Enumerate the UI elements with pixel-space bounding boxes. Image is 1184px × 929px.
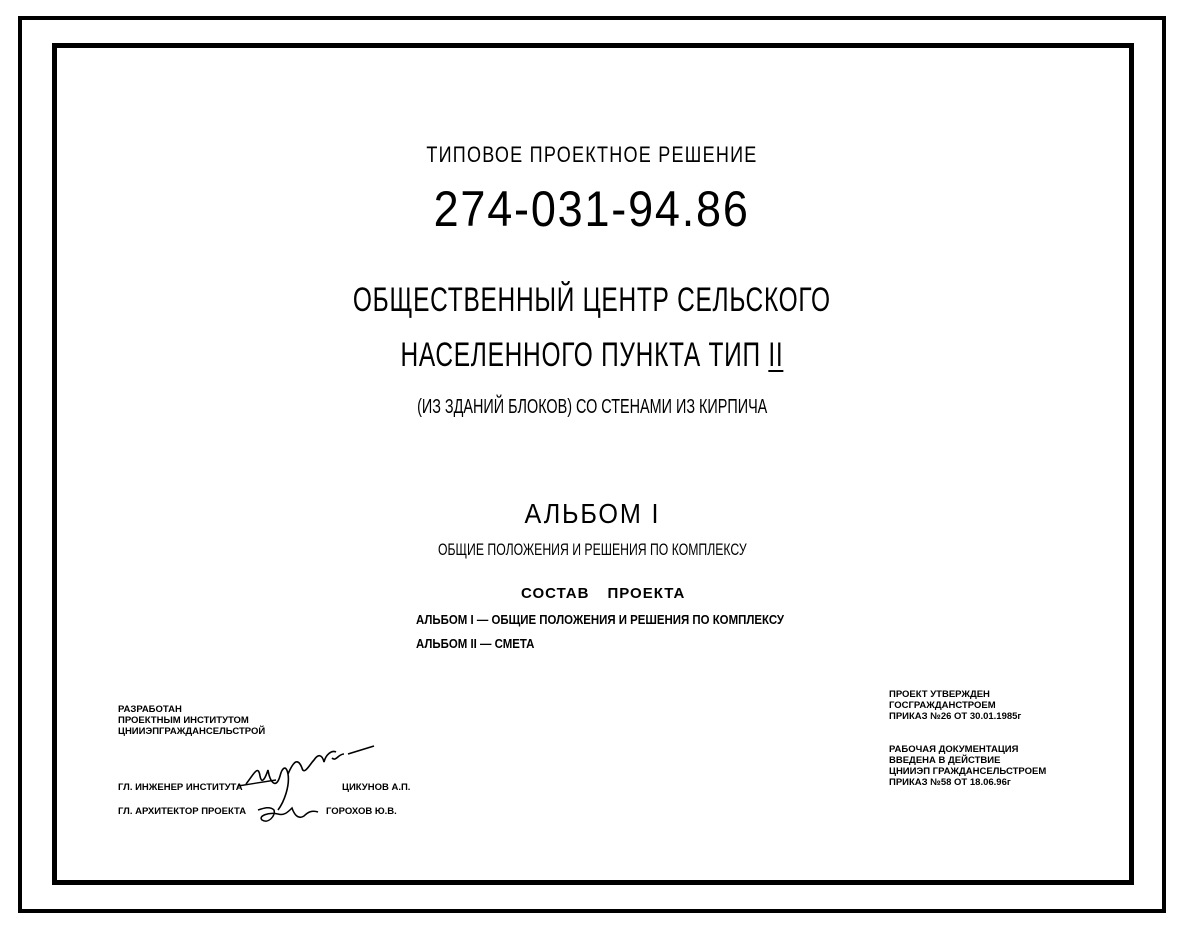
chief-architect-name: ГОРОХОВ Ю.В. (326, 806, 397, 817)
approval-line: ПРОЕКТ УТВЕРЖДЕН (889, 689, 990, 700)
approval-line: ГОСГРАЖДАНСТРОЕМ (889, 700, 996, 711)
chief-architect-signature (254, 800, 324, 830)
working-docs-line: РАБОЧАЯ ДОКУМЕНТАЦИЯ (889, 744, 1019, 755)
working-docs-line: ЦНИИЭП ГРАЖДАНСЕЛЬСТРОЕМ (889, 766, 1047, 777)
album-heading (0, 498, 1184, 530)
album-numeral: I (651, 498, 660, 529)
title-line-1: ОБЩЕСТВЕННЫЙ ЦЕНТР СЕЛЬСКОГО (353, 281, 831, 319)
project-number: 274-031-94.86 (433, 181, 751, 237)
composition-item-album-1: АЛЬБОМ I — ОБЩИЕ ПОЛОЖЕНИЯ И РЕШЕНИЯ ПО КОМПЛЕКСУ (416, 612, 785, 627)
developer-line: ПРОЕКТНЫМ ИНСТИТУТОМ (118, 715, 249, 726)
working-docs-block (889, 744, 1046, 788)
type-numeral: II (768, 336, 784, 374)
chief-architect-role: ГЛ. АРХИТЕКТОР ПРОЕКТА (118, 806, 247, 817)
working-docs-line: ВВЕДЕНА В ДЕЙСТВИЕ (889, 755, 1001, 766)
document-type-label: ТИПОВОЕ ПРОЕКТНОЕ РЕШЕНИЕ (426, 142, 758, 167)
chief-engineer-name: ЦИКУНОВ А.П. (342, 782, 411, 793)
developer-line: ЦНИИЭПГРАЖДАНСЕЛЬСТРОЙ (118, 726, 266, 737)
title-line-2-text: НАСЕЛЕННОГО ПУНКТА ТИП (400, 336, 761, 374)
composition-title (521, 585, 685, 602)
approval-block (889, 689, 1021, 722)
title-subtitle: (ИЗ ЗДАНИЙ БЛОКОВ) СО СТЕНАМИ ИЗ КИРПИЧА (416, 396, 768, 418)
album-label: АЛЬБОМ (524, 498, 643, 529)
approval-line: ПРИКАЗ №26 ОТ 30.01.1985г (889, 711, 1022, 722)
chief-engineer-role: ГЛ. ИНЖЕНЕР ИНСТИТУТА (118, 782, 243, 793)
composition-title-word1: СОСТАВ (521, 585, 590, 602)
composition-item-album-2: АЛЬБОМ II — СМЕТА (416, 636, 535, 651)
working-docs-line: ПРИКАЗ №58 ОТ 18.06.96г (889, 777, 1011, 788)
title-line-2 (0, 336, 1184, 375)
composition-title-word2: ПРОЕКТА (607, 585, 686, 602)
developer-line: РАЗРАБОТАН (118, 704, 182, 715)
album-description: ОБЩИЕ ПОЛОЖЕНИЯ И РЕШЕНИЯ ПО КОМПЛЕКСУ (437, 540, 747, 559)
